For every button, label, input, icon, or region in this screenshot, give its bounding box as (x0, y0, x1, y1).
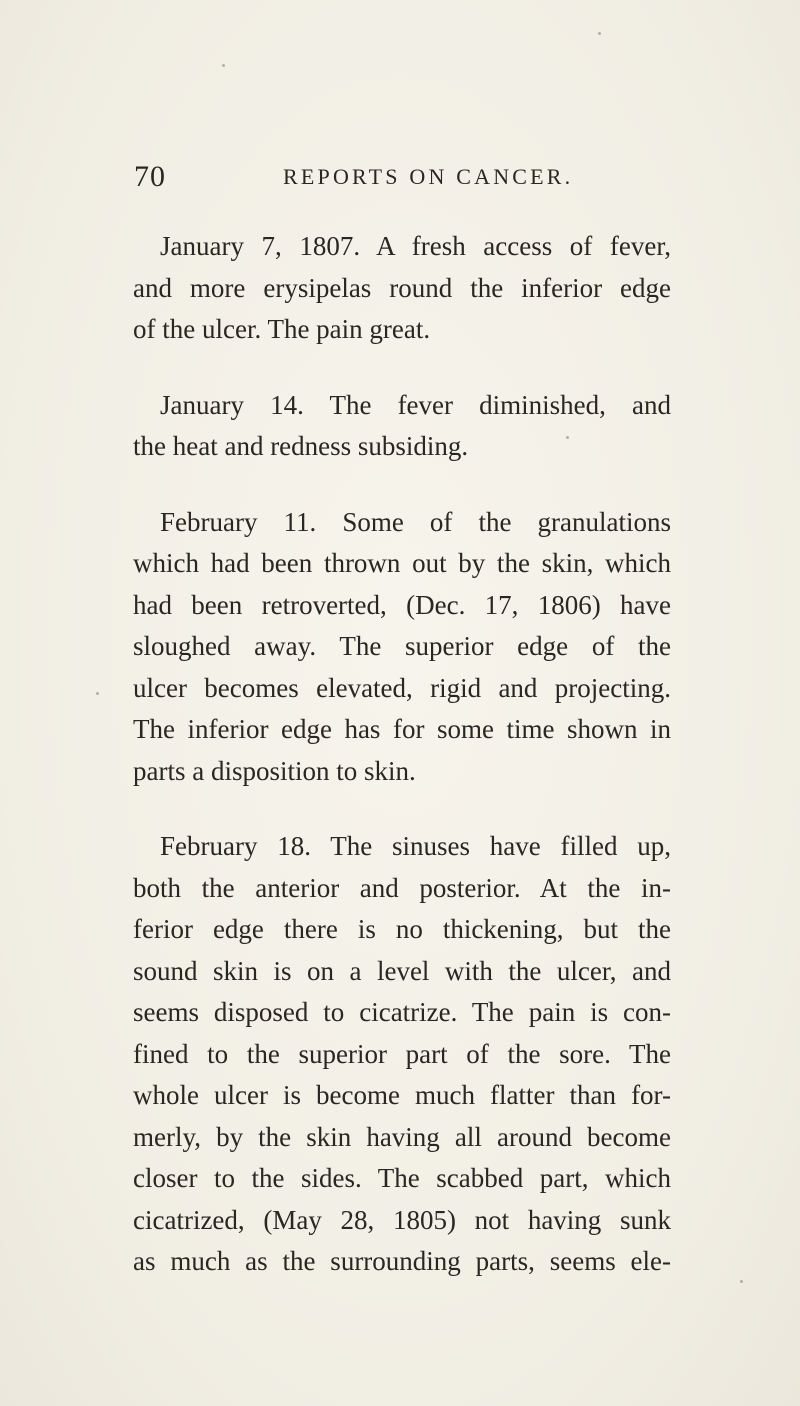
text-line: seems disposed to cicatrize. The pain is con- (133, 997, 671, 1027)
text-line: merly, by the skin having all around become (133, 1121, 671, 1152)
text-line: ferior edge there is no thickening, but the (133, 914, 671, 944)
text-line: sound skin is on a level with the ulcer, and (133, 955, 671, 986)
text-line: parts a disposition to skin. (133, 755, 416, 786)
text-line: the heat and redness subsiding. (133, 431, 469, 461)
text-line: whole ulcer is become much flatter than for- (133, 1080, 671, 1110)
paper-speck (566, 436, 569, 439)
text-line: of the ulcer. The pain great. (133, 314, 431, 344)
text-line: February 18. The sinuses have filled up, (160, 831, 671, 861)
text-line: January 7, 1807. A fresh access of fever, (160, 231, 671, 261)
text-line: fined to the superior part of the sore. The (133, 1038, 671, 1069)
paper-speck (222, 64, 225, 67)
page-header (134, 160, 694, 200)
text-line: and more erysipelas round the inferior edge (133, 272, 671, 303)
paragraph-feb-18 (133, 826, 671, 1283)
text-line: both the anterior and posterior. At the in- (133, 872, 671, 903)
running-title: REPORTS ON CANCER. (283, 164, 574, 189)
text-line: ulcer becomes elevated, rigid and projecting. (133, 672, 671, 703)
text-line: cicatrized, (May 28, 1805) not having sunk (133, 1204, 671, 1235)
paragraph-feb-11 (133, 502, 671, 793)
text-line: as much as the surrounding parts, seems ele- (133, 1246, 671, 1276)
page-number: 70 (134, 160, 166, 193)
text-line: February 11. Some of the granulations (160, 506, 671, 537)
paper-speck (740, 1280, 743, 1283)
paper-speck (598, 32, 601, 35)
paper-speck (96, 692, 99, 695)
text-line: closer to the sides. The scabbed part, which (133, 1163, 671, 1193)
text-line: The inferior edge has for some time shown in (133, 714, 671, 744)
paragraph-jan-14 (133, 385, 671, 468)
text-line: sloughed away. The superior edge of the (133, 631, 671, 661)
text-line: had been retroverted, (Dec. 17, 1806) have (133, 589, 671, 620)
page-body (133, 226, 671, 1317)
text-line: January 14. The fever diminished, and (160, 389, 671, 420)
paragraph-jan-7 (133, 226, 671, 351)
text-line: which had been thrown out by the skin, which (133, 548, 671, 578)
